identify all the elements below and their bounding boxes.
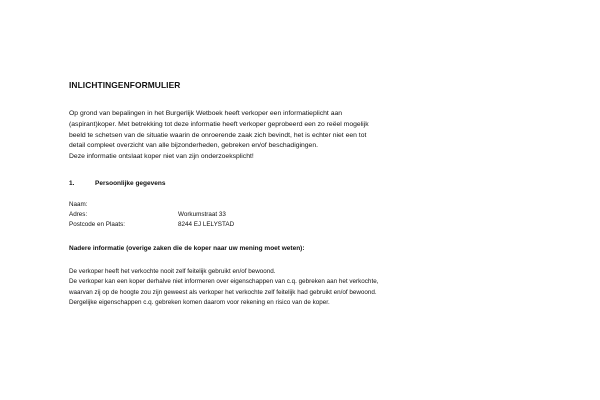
section-heading-personal: [69, 180, 539, 187]
intro-line: Op grond van bepalingen in het Burgerlijk Wetboek heeft verkoper een informatieplicht aan: [69, 110, 343, 117]
intro-line: beeld te schetsen van de situatie waarin de onroerende zaak zich bevindt, het is echter niet een tot: [69, 131, 367, 139]
intro-line: Deze informatie ontslaat koper niet van zijn onderzoeksplicht!: [69, 153, 254, 161]
field-row-naam: [69, 200, 539, 210]
field-label: Naam:: [69, 200, 88, 208]
nadere-informatie-heading: Nadere informatie (overige zaken die de koper naar uw mening moet weten):: [69, 244, 305, 252]
field-value: 8244 EJ LELYSTAD: [178, 220, 235, 228]
field-row-adres: [69, 210, 539, 220]
intro-line: (aspirant)koper. Met betrekking tot deze informatie heeft verkoper geprobeerd een zo reëel mogelijk: [69, 120, 369, 128]
nadere-informatie-text: [69, 267, 539, 309]
field-value: Workumstraat 33: [178, 210, 226, 218]
field-row-postcode: [69, 220, 539, 230]
note-line: De verkoper heeft het verkochte nooit zelf feitelijk gebruikt en/of bewoond.: [69, 267, 276, 275]
section-title: Persoonlijke gegevens: [95, 179, 166, 187]
section-number: 1.: [69, 179, 75, 187]
document-content: [69, 80, 539, 309]
intro-paragraph: [69, 109, 539, 163]
note-line: Dergelijke eigenschappen c.q. gebreken komen daarom voor rekening en risico van de koper.: [69, 299, 330, 307]
document-title: INLICHTINGENFORMULIER: [69, 80, 181, 90]
field-label: Postcode en Plaats:: [69, 220, 126, 228]
note-line: waarvan zij op de hoogte zou zijn geweest als verkoper het verkochte zelf feitelijk had gebruikt en/of bewoond.: [69, 288, 377, 296]
intro-line: detail compleet overzicht van alle bijzonderheden, gebreken en/of beschadigingen.: [69, 142, 319, 150]
field-label: Adres:: [69, 210, 88, 218]
note-line: De verkoper kan een koper derhalve niet informeren over eigenschappen van c.q. gebreken aan het verkochte,: [69, 278, 379, 286]
personal-fields: [69, 200, 539, 230]
